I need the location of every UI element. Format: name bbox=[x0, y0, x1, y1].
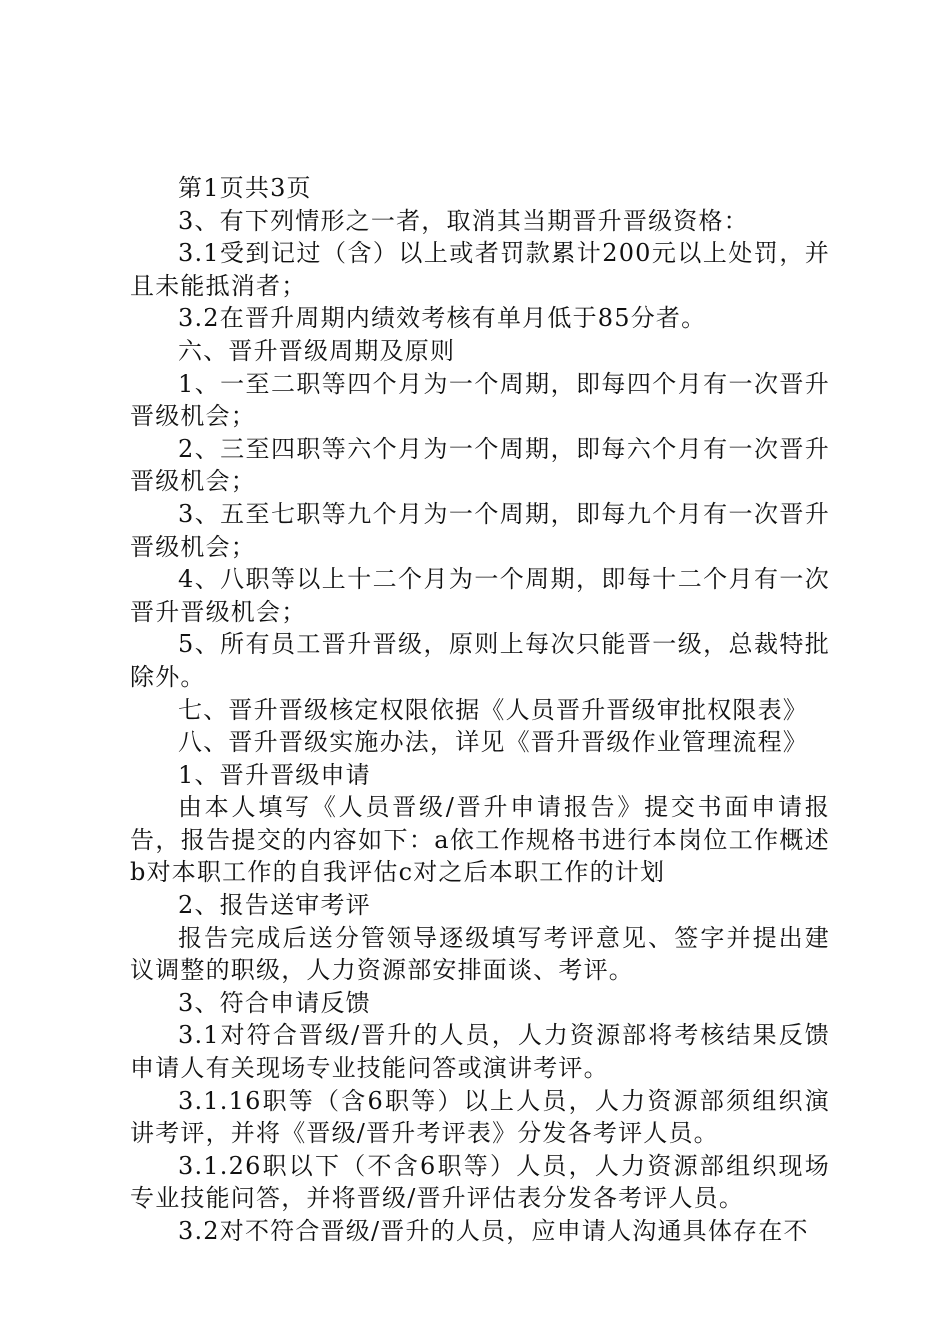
section-heading-7: 七、晋升晋级核定权限依据《人员晋升晋级审批权限表》 bbox=[178, 695, 808, 724]
paragraph-cycle-5: 5、所有员工晋升晋级，原则上每次只能晋一级，总裁特批除外。 bbox=[130, 630, 830, 691]
paragraph-review: 报告完成后送分管领导逐级填写考评意见、签字并提出建议调整的职级，人力资源部安排面谈、考评。 bbox=[130, 923, 830, 985]
subheading-application: 1、晋升晋级申请 bbox=[178, 760, 371, 789]
paragraph-cycle-4: 4、八职等以上十二个月为一个周期，即每十二个月有一次晋升晋级机会； bbox=[130, 565, 830, 626]
paragraph-cycle-3: 3、五至七职等九个月为一个周期，即每九个月有一次晋升晋级机会； bbox=[130, 499, 830, 561]
section-heading-6: 六、晋升晋级周期及原则 bbox=[178, 336, 456, 365]
paragraph-feedback-3-1: 3.1对符合晋级/晋升的人员，人力资源部将考核结果反馈申请人有关现场专业技能问答或演讲考评。 bbox=[130, 1021, 830, 1083]
page-counter: 第1页共3页 bbox=[178, 174, 312, 202]
paragraph-item-3-2: 3.2在晋升周期内绩效考核有单月低于85分者。 bbox=[178, 304, 707, 333]
paragraph-item-3-1: 3.1受到记过（含）以上或者罚款累计200元以上处罚，并且未能抵消者； bbox=[130, 239, 830, 300]
paragraph-feedback-3-2: 3.2对不符合晋级/晋升的人员，应申请人沟通具体存在不 bbox=[178, 1217, 809, 1245]
paragraph-feedback-3-1-2: 3.1.26职以下（不含6职等）人员，人力资源部组织现场专业技能问答，并将晋级/晋升评估表分发各考评人员。 bbox=[130, 1151, 830, 1213]
section-heading-8: 八、晋升晋级实施办法，详见《晋升晋级作业管理流程》 bbox=[178, 728, 808, 757]
paragraph-cycle-2: 2、三至四职等六个月为一个周期，即每六个月有一次晋升晋级机会； bbox=[130, 434, 830, 496]
subheading-review: 2、报告送审考评 bbox=[178, 891, 371, 920]
document-body bbox=[130, 172, 830, 1248]
paragraph-disqualification: 3、有下列情形之一者，取消其当期晋升晋级资格： bbox=[178, 206, 749, 235]
paragraph-feedback-3-1-1: 3.1.16职等（含6职等）以上人员，人力资源部须组织演讲考评，并将《晋级/晋升考评表》分发各考评人员。 bbox=[130, 1086, 830, 1148]
paragraph-application: 由本人填写《人员晋级/晋升申请报告》提交书面申请报告，报告提交的内容如下：a依工作规格书进行本岗位工作概述b对本职工作的自我评估c对之后本职工作的计划 bbox=[130, 793, 830, 887]
paragraph-cycle-1: 1、一至二职等四个月为一个周期，即每四个月有一次晋升晋级机会； bbox=[130, 369, 830, 431]
subheading-feedback: 3、符合申请反馈 bbox=[178, 988, 371, 1017]
